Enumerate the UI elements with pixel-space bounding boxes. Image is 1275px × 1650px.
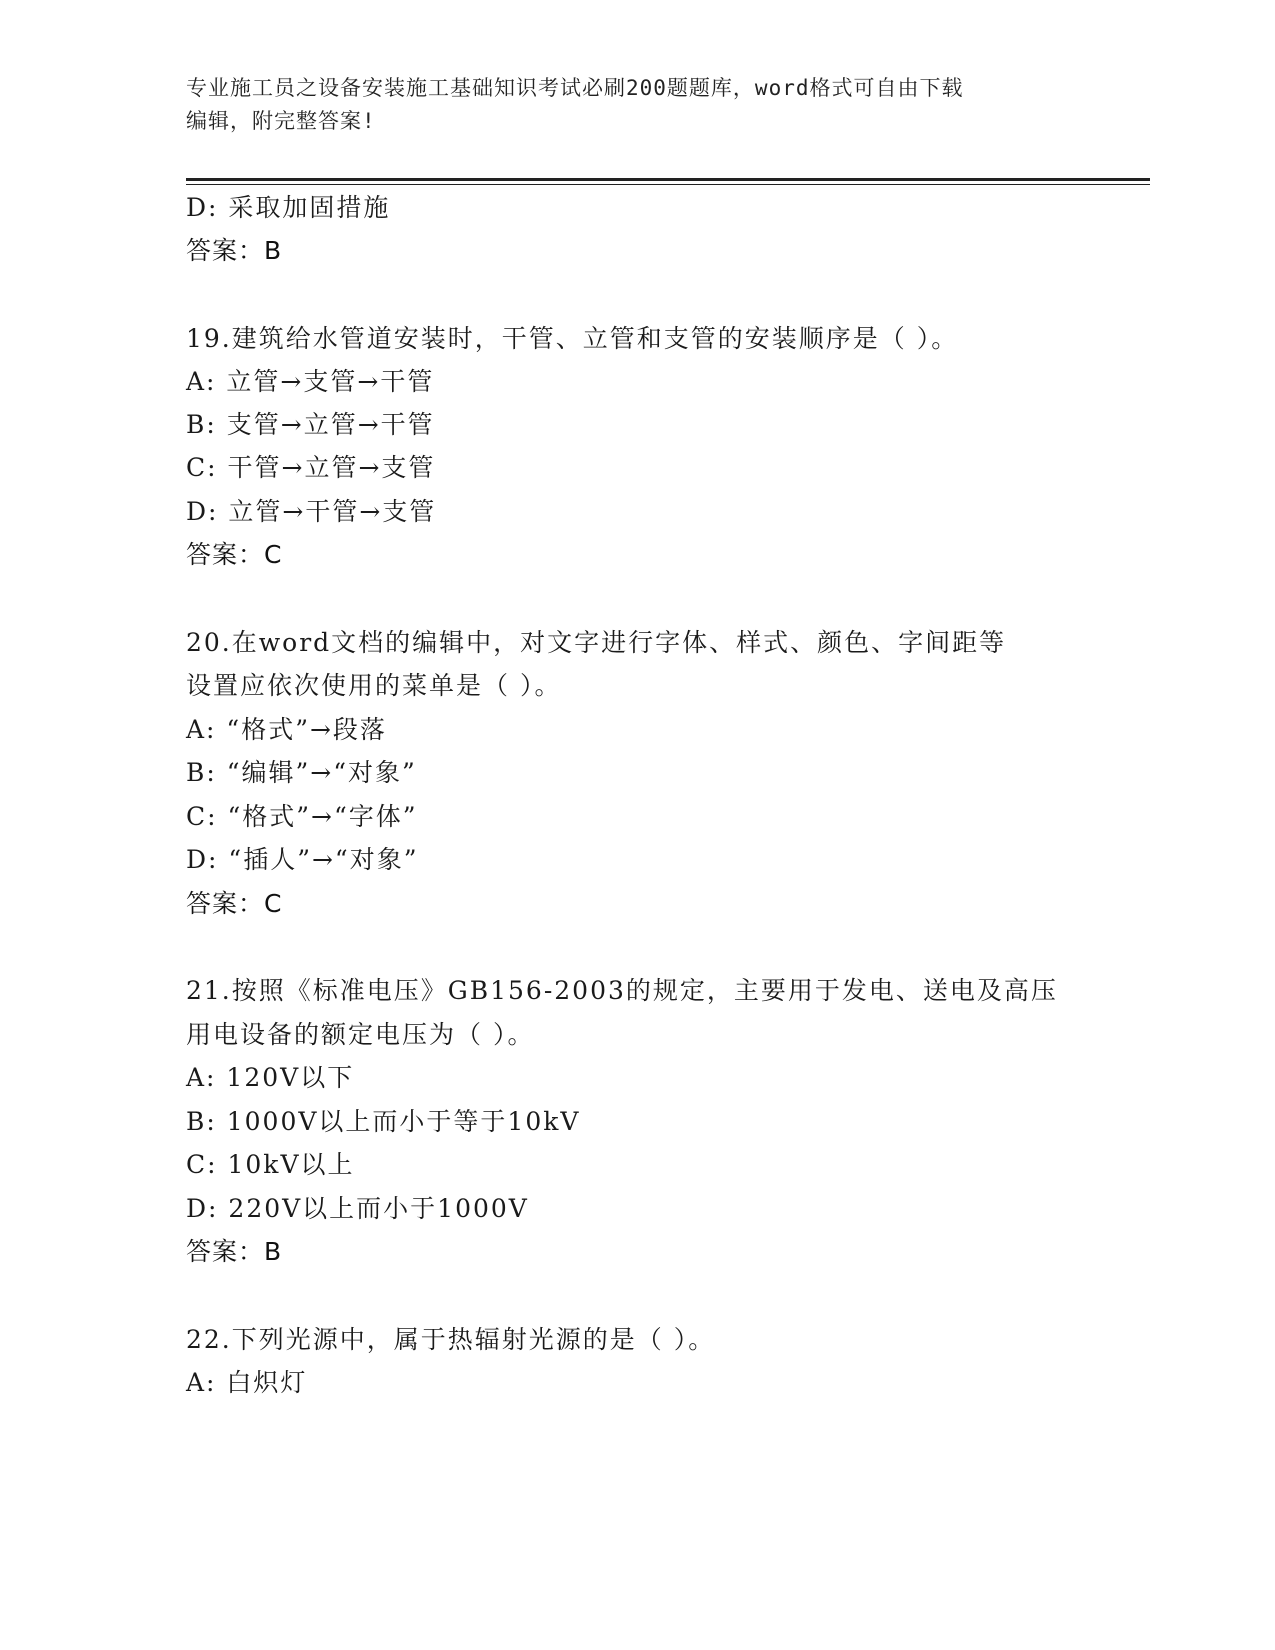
q19-answer: 答案：C [186, 540, 283, 569]
q21-stem-line-1: 21.按照《标准电压》GB156-2003的规定，主要用于发电、送电及高压 [186, 976, 1058, 1005]
q21-answer: 答案：B [186, 1237, 283, 1266]
q20-option-a: A: “格式”→段落 [186, 715, 387, 744]
q20-answer: 答案：C [186, 889, 283, 918]
q21-stem-line-2: 用电设备的额定电压为（ ）。 [186, 1020, 535, 1049]
header-rule-thick [186, 178, 1150, 181]
q22-option-a: A: 白炽灯 [186, 1368, 308, 1397]
header-rule-thin [186, 184, 1150, 185]
q21-option-d: D: 220V以上而小于1000V [186, 1194, 529, 1223]
q20-option-d: D: “插人”→“对象” [186, 845, 419, 874]
q19-option-b: B: 支管→立管→干管 [186, 410, 435, 439]
q20-option-b: B: “编辑”→“对象” [186, 758, 417, 787]
q19-option-d: D: 立管→干管→支管 [186, 497, 437, 526]
q20-stem-line-2: 设置应依次使用的菜单是（ ）。 [186, 671, 562, 700]
q21-option-c: C: 10kV以上 [186, 1150, 355, 1179]
q19-option-c: C: 干管→立管→支管 [186, 453, 436, 482]
q21-option-a: A: 120V以下 [186, 1063, 355, 1092]
prev-question-answer: 答案：B [186, 236, 283, 265]
q20-stem-line-1: 20.在word文档的编辑中，对文字进行字体、样式、颜色、字间距等 [186, 628, 1007, 657]
header-line-2: 编辑，附完整答案! [186, 109, 376, 133]
document-header [186, 72, 1066, 138]
q19-option-a: A: 立管→支管→干管 [186, 367, 435, 396]
q21-option-b: B: 1000V以上而小于等于10kV [186, 1107, 581, 1136]
header-line-1: 专业施工员之设备安装施工基础知识考试必刷200题题库，word格式可自由下载 [186, 76, 964, 100]
q20-option-c: C: “格式”→“字体” [186, 802, 418, 831]
q19-stem: 19.建筑给水管道安装时，干管、立管和支管的安装顺序是（ ）。 [186, 324, 959, 353]
q22-stem: 22.下列光源中，属于热辐射光源的是（ ）。 [186, 1325, 716, 1354]
prev-question-option-d: D: 采取加固措施 [186, 193, 391, 222]
